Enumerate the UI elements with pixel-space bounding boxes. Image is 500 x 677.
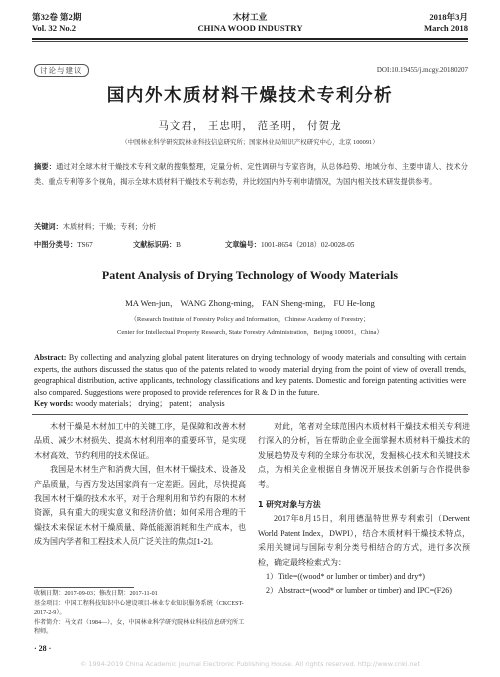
keywords-cn-label: 关键词：	[34, 223, 63, 231]
footnote-rule	[34, 587, 134, 588]
copyright-watermark: © 1994-2019 China Academic Journal Electronic Publishing House. All rights reserved. http://www.cnki.net	[80, 660, 420, 668]
abstract-cn-text: 通过对全球木材干燥技术专利文献的搜集整理，定量分析、定性调研与专家咨询，从总体趋势、地域分布、主要申请人、技术分类、重点专利等多个视角，揭示全球木质材料干燥技术专利态势，并比较国内外专利申请情况，为国内相关技术研发提供参考。	[34, 163, 468, 186]
body-paragraph: 对此，笔者对全球范围内木质材料干燥技术相关专利进行深入的分析，旨在帮助企业全面掌握木质材料干燥技术的发展趋势及专利的全球分布状况，发掘核心技术和关键技术点，为相关企业根据自身情况开展技术创新与合作提供参考。	[258, 422, 470, 489]
affiliation-en-line1: （Research Institute of Forestry Policy and Information，Chinese Academy of Forestry；	[130, 316, 370, 323]
header-rule-thick	[32, 38, 468, 40]
journal-name-cn: 木材工业	[232, 12, 268, 22]
abstract-cn	[34, 160, 468, 190]
search-formula-2: 2）Abstract=(wood* or lumber or timber) and IPC=(F26)	[266, 586, 452, 596]
clc-number	[34, 240, 93, 250]
document-code	[133, 240, 181, 250]
authors-cn: 马文君， 王忠明， 范圣明， 付贺龙	[158, 121, 342, 132]
issue-en: Vol. 32 No.2	[32, 22, 77, 33]
footnote-author: 作者简介：马文君（1984—），女，中国林业科学研究院林业科技信息研究所工程师。	[34, 619, 245, 636]
issue-cn: 第32卷 第2期	[32, 12, 82, 22]
body-column-right	[258, 420, 470, 599]
keywords-cn	[34, 222, 156, 232]
article-title-en: Patent Analysis of Drying Technology of Woody Materials	[101, 268, 399, 282]
footnote-fund: 基金项目：中国工程科技知识中心建设项目-林业专业知识服务系统（CKCEST-2017-2-9）。	[34, 600, 244, 617]
keywords-en-label: Key words:	[34, 399, 74, 408]
clc-value: TS67	[77, 241, 93, 249]
article-no-label: 文章编号：	[225, 241, 261, 249]
article-title-cn: 国内外木质材料干燥技术专利分析	[106, 86, 394, 106]
keywords-cn-text: 木质材料；干燥；专利；分析	[62, 223, 157, 231]
footnotes	[34, 590, 246, 638]
keywords-en	[34, 398, 225, 409]
body-paragraph: 2017年8月15日，利用德温特世界专利索引（Derwent World Patent Index，DWPI），结合木质材料干燥技术特点，采用关键词与国际专利分类号相结合的方式，进行多次预检，确定最终检索式为：	[258, 514, 470, 567]
abstract-divider	[32, 414, 468, 415]
article-no-value: 1001-8654（2018）02-0028-05	[260, 241, 355, 249]
doi: DOI:10.19455/j.mcgy.20180207	[376, 66, 468, 74]
doc-code-label: 文献标识码：	[133, 241, 177, 249]
doc-code-value: B	[176, 241, 181, 249]
date-en: March 2018	[424, 22, 468, 33]
search-formula-1: 1）Title=((wood* or lumber or timber) and dry*)	[266, 572, 425, 582]
body-paragraph: 木材干燥是木材加工中的关键工序，是保障和改善木材品质、减少木材损失、提高木材利用率的重要环节，是实现木材高效、节约利用的技术保证。	[34, 422, 246, 460]
body-paragraph: 我国是木材生产和消费大国，但木材干燥技术、设备及产品质量，与西方发达国家尚有一定差距。因此，尽快提高我国木材干燥的技术水平，对于合理利用和节约有限的木材资源，具有重大的现实意义和经济价值；如何采用合理的干燥技术来保证木材干燥质量、降低能源消耗和生产成本，也成为国内学者和工程技术人员广泛关注的焦点[1-2]。	[34, 465, 246, 547]
section-heading: 1 研究对象与方法	[258, 500, 321, 510]
abstract-en-text: By collecting and analyzing global patent literatures on drying technology of woody materials and consulting with certain experts, the authors discussed the status quo of the patents related to woody material drying from the point of view of overall trends, geographical distribution, active applicants, technology classifications and key patents. Domestic and foreign patenting activities were also compared. Suggestions were proposed to provide references for R & D in the future.	[34, 353, 466, 397]
abstract-cn-label: 摘要：	[34, 163, 57, 171]
affiliation-en-line2: Center for Intellectual Property Research, State Forestry Administration，Beijing 100091，China）	[116, 329, 384, 336]
journal-name-en: CHINA WOOD INDUSTRY	[197, 22, 303, 33]
journal-date	[424, 12, 468, 33]
article-number	[225, 240, 354, 250]
abstract-en-label: Abstract:	[34, 353, 67, 362]
abstract-en	[34, 352, 466, 398]
authors-en: MA Wen-jun， WANG Zhong-ming， FAN Sheng-ming， FU He-long	[125, 298, 375, 308]
affiliation-cn: （中国林业科学研究院林业科技信息研究所；国家林业局知识产权研究中心，北京 100091）	[121, 139, 379, 146]
keywords-en-text: woody materials； drying； patent； analysis	[73, 399, 225, 408]
footnote-received: 收稿日期：2017-09-03；修改日期：2017-11-01	[34, 591, 158, 597]
clc-label: 中图分类号：	[34, 241, 78, 249]
page-number: · 28 ·	[34, 644, 52, 653]
date-cn: 2018年3月	[429, 12, 468, 22]
section-tag: 讨论与建议	[34, 64, 89, 77]
body-column-left	[34, 420, 246, 550]
header-rule-thin	[32, 41, 468, 42]
